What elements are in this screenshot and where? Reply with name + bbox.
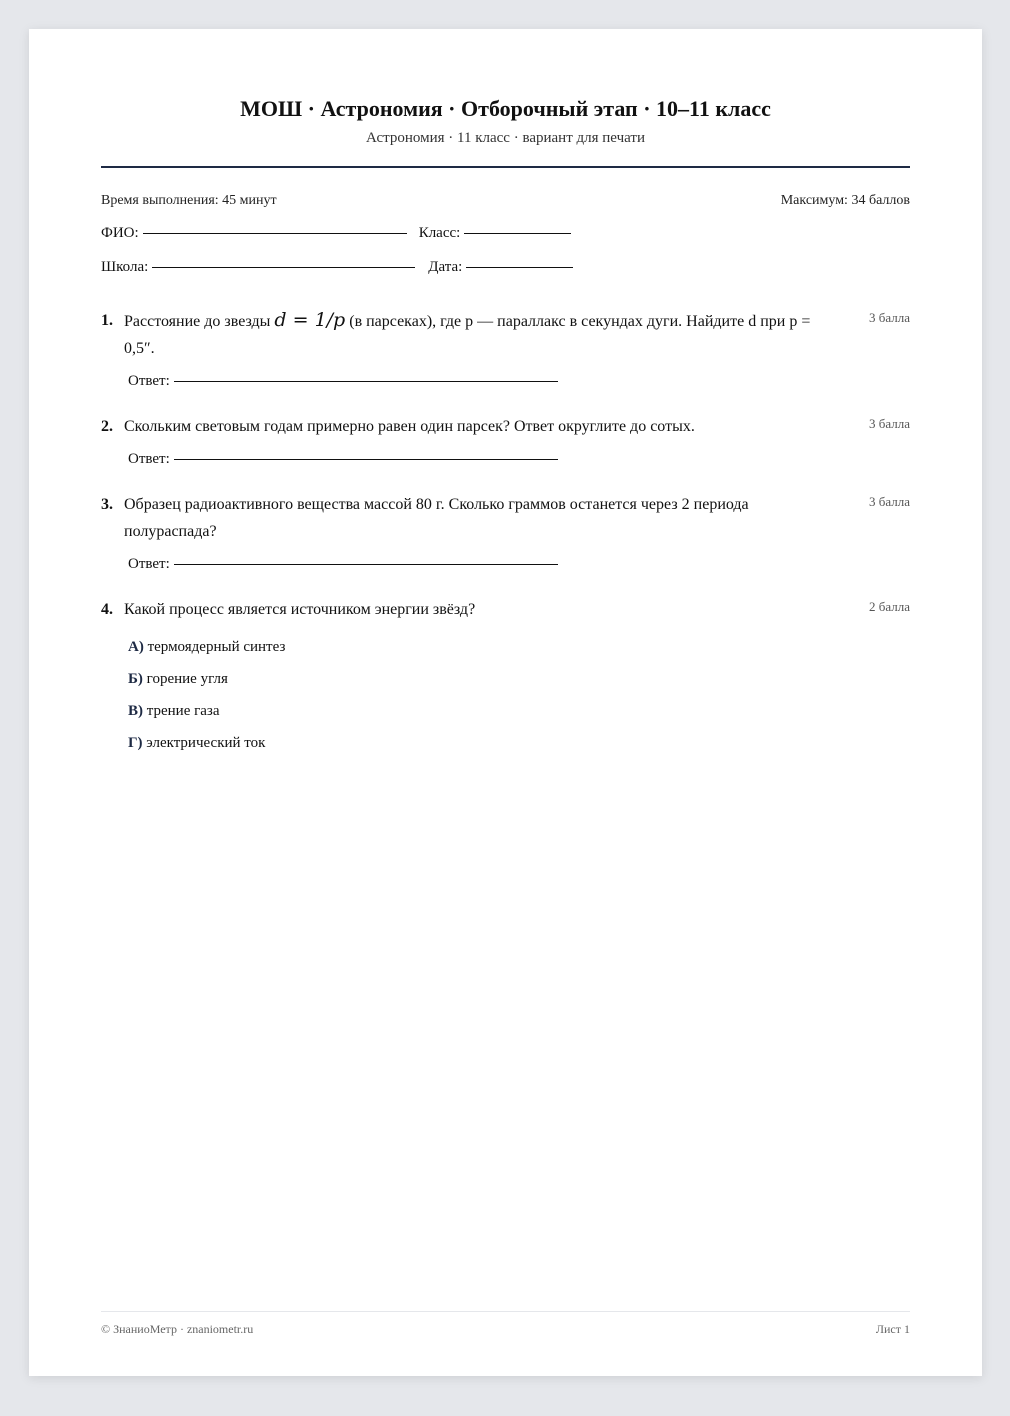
date-label: Дата: (428, 259, 463, 275)
fio-label: ФИО: (101, 225, 139, 241)
option-text: горение угля (146, 671, 228, 687)
option-letter: Б) (128, 671, 143, 687)
answer-label: Ответ: (128, 556, 170, 572)
option-b[interactable] (128, 671, 228, 688)
option-text: термоядерный синтез (147, 639, 286, 655)
question-text-part: Расстояние до звезды (124, 313, 275, 330)
question-number: 1. (101, 312, 113, 329)
option-text: электрический ток (146, 735, 266, 751)
formula: d = 1/p (274, 309, 346, 331)
answer-field-2[interactable] (174, 458, 558, 460)
time-limit: Время выполнения: 45 минут (101, 193, 277, 208)
option-a[interactable] (128, 639, 285, 656)
header-divider (101, 166, 910, 168)
answer-field-3[interactable] (174, 563, 558, 565)
school-field[interactable] (152, 266, 415, 268)
footer-page-number: Лист 1 (875, 1322, 910, 1336)
page-subtitle: Астрономия · 11 класс · вариант для печати (366, 130, 645, 146)
question-text-part: (в парсеках), где p — параллакс в секундах дуги. Найдите d при p = 0,5″. (124, 313, 811, 357)
answer-label: Ответ: (128, 451, 170, 467)
question-text: Какой процесс является источником энергии звёзд? (124, 601, 476, 618)
question-points: 3 балла (869, 494, 910, 509)
question-number: 3. (101, 496, 113, 513)
question-number: 4. (101, 601, 113, 618)
option-letter: Г) (128, 735, 143, 751)
question-3 (101, 491, 910, 545)
school-date-row (101, 259, 573, 276)
option-text: трение газа (146, 703, 220, 719)
answer-field-1[interactable] (174, 380, 558, 382)
question-points: 3 балла (869, 310, 910, 325)
option-v[interactable] (128, 703, 220, 720)
max-score: Максимум: 34 баллов (780, 193, 910, 208)
question-text (124, 307, 830, 362)
question-2 (101, 413, 910, 440)
fio-class-row (101, 225, 571, 242)
footer-copyright: © ЗнаниоМетр · znaniometr.ru (101, 1322, 254, 1336)
question-number: 2. (101, 418, 113, 435)
answer-row-3 (128, 556, 558, 573)
question-text: Скольким световым годам примерно равен один парсек? Ответ округлите до сотых. (124, 418, 695, 435)
question-points: 2 балла (869, 599, 910, 614)
class-label: Класс: (418, 225, 461, 241)
footer-divider (101, 1311, 910, 1312)
school-label: Школа: (101, 259, 149, 275)
answer-row-2 (128, 451, 558, 468)
question-1 (101, 307, 910, 362)
date-field[interactable] (466, 266, 573, 268)
option-letter: А) (128, 639, 144, 655)
question-text: Образец радиоактивного вещества массой 80 г. Сколько граммов останется через 2 периода полураспада? (124, 496, 749, 540)
answer-row-1 (128, 373, 558, 390)
fio-field[interactable] (143, 232, 407, 234)
class-field[interactable] (464, 232, 571, 234)
option-g[interactable] (128, 735, 265, 752)
page-title: МОШ · Астрономия · Отборочный этап · 10–11 класс (240, 96, 771, 121)
answer-label: Ответ: (128, 373, 170, 389)
question-points: 3 балла (869, 416, 910, 431)
question-4 (101, 596, 910, 623)
option-letter: В) (128, 703, 143, 719)
worksheet-page (29, 29, 982, 1376)
